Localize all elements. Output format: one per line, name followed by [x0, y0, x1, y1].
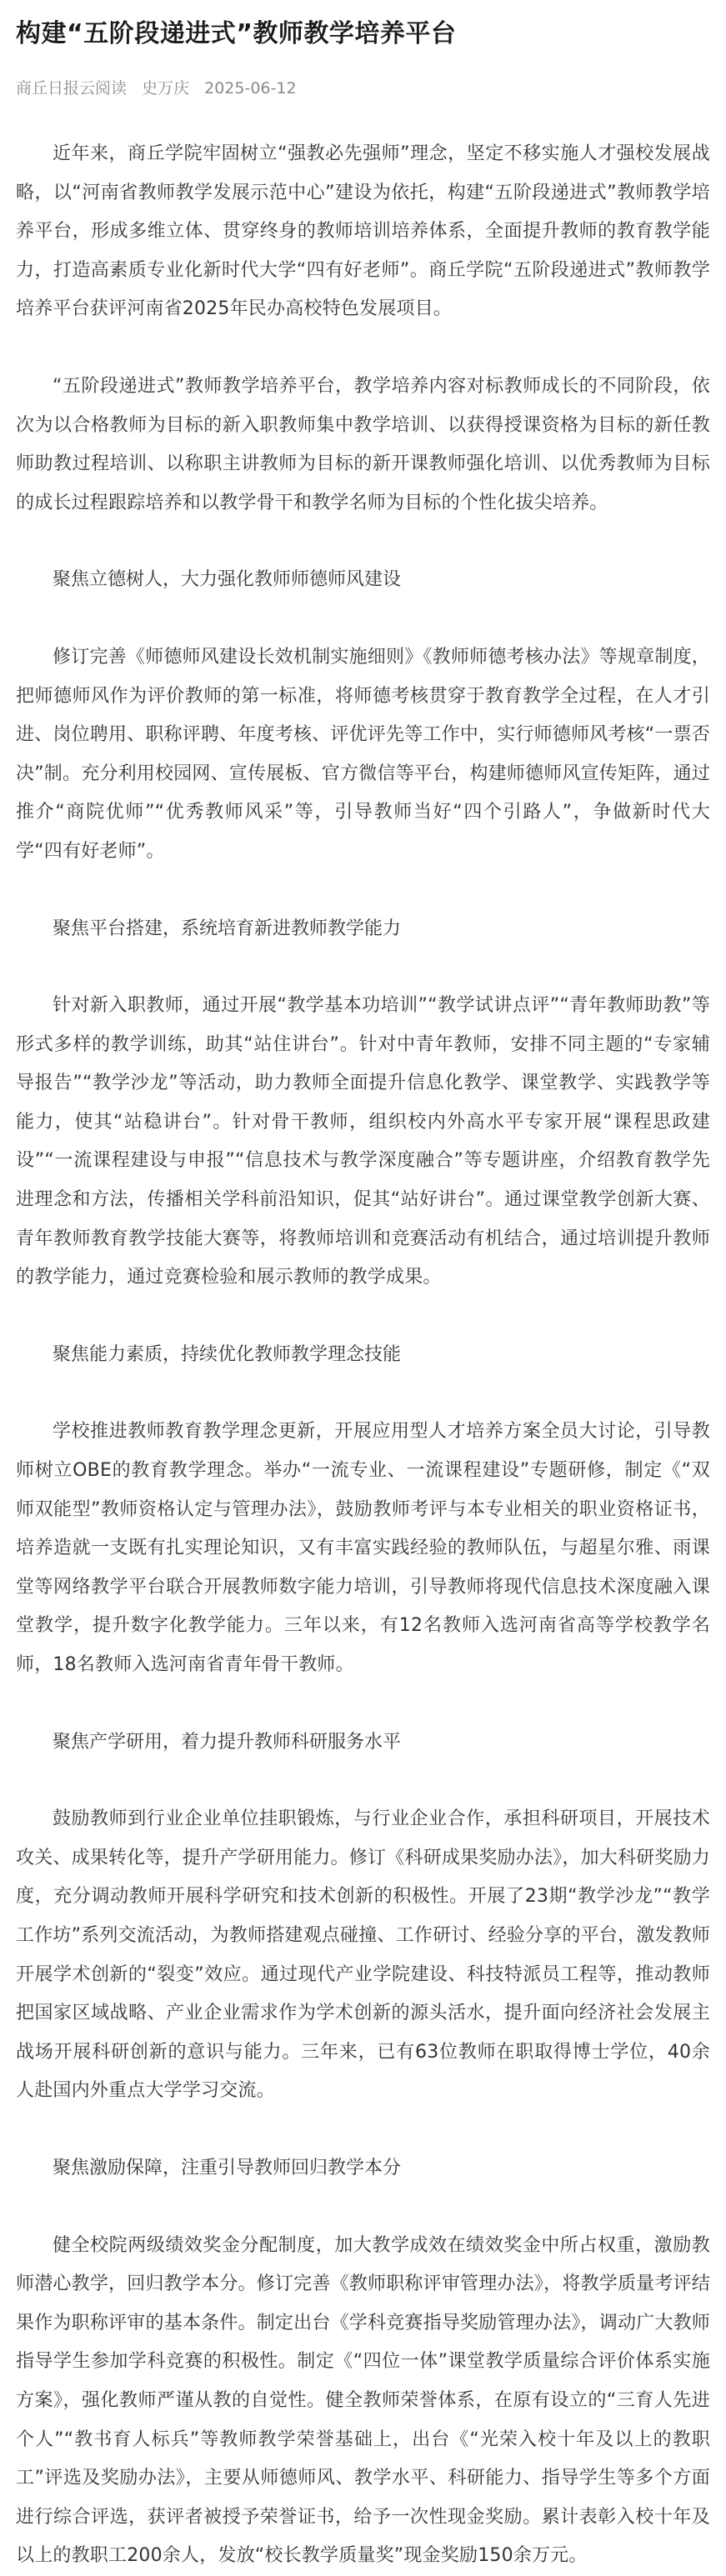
article-source: 商丘日报云阅读: [16, 79, 128, 98]
section-heading-ethics: 聚焦立德树人，大力强化教师师德师风建设: [53, 569, 402, 591]
article-author: 史万庆: [142, 79, 190, 98]
article-meta: [16, 77, 710, 100]
paragraph-platform: 针对新入职教师，通过开展“教学基本功培训”“教学试讲点评”“青年教师助教”等形式多样的教学训练，助其“站住讲台”。针对中青年教师，安排不同主题的“专家辅导报告”“教学沙龙”等活动，助力教师全面提升信息化教学、课堂教学、实践教学等能力，使其“站稳讲台”。针对骨干教师，组织校内外高水平专家开展“课程思政建设”“一流课程建设与申报”“信息技术与教学深度融合”等专题讲座，介绍教育教学先进理念和方法，传播相关学科前沿知识，促其“站好讲台”。通过课堂教学创新大赛、青年教师教育教学技能大赛等，将教师培训和竞赛活动有机结合，通过培训提升教师的教学能力，通过竞赛检验和展示教师的教学成果。: [16, 995, 710, 1288]
section-heading-incentive: 聚焦激励保障，注重引导教师回归教学本分: [53, 2157, 402, 2178]
section-heading-platform: 聚焦平台搭建，系统培育新进教师教学能力: [53, 918, 402, 939]
article-title: 构建“五阶段递进式”教师教学培养平台: [16, 19, 457, 48]
section-heading-research: 聚焦产学研用，着力提升教师科研服务水平: [53, 1731, 402, 1753]
paragraph-incentive: 健全校院两级绩效奖金分配制度，加大教学成效在绩效奖金中所占权重，激励教师潜心教学，回归教学本分。修订完善《教师职称评审管理办法》，将教学质量考评结果作为职称评审的基本条件。制定出台《学科竞赛指导奖励管理办法》，调动广大教师指导学生参加学科竞赛的积极性。制定《“四位一体”课堂教学质量综合评价体系实施方案》，强化教师严谨从教的自觉性。健全教师荣誉体系，在原有设立的“三育人先进个人”“教书育人标兵”等教师教学荣誉基础上，出台《“光荣入校十年及以上的教职工”评选及奖励办法》，主要从师德师风、教学水平、科研能力、指导学生等多个方面进行综合评选，获评者被授予荣誉证书，给予一次性现金奖励。累计表彰入校十年及以上的教职工200余人，发放“校长教学质量奖”现金奖励150余万元。: [16, 2234, 710, 2567]
paragraph-research: 鼓励教师到行业企业单位挂职锻炼，与行业企业合作，承担科研项目，开展技术攻关、成果转化等，提升产学研用能力。修订《科研成果奖励办法》，加大科研奖励力度，充分调动教师开展科学研究和技术创新的积极性。开展了23期“教学沙龙”“教学工作坊”系列交流活动，为教师搭建观点碰撞、工作研讨、经验分享的平台，激发教师开展学术创新的“裂变”效应。通过现代产业学院建设、科技特派员工程等，推动教师把国家区域战略、产业企业需求作为学术创新的源头活水，提升面向经济社会发展主战场开展科研创新的意识与能力。三年来，已有63位教师在职取得博士学位，40余人赴国内外重点大学学习交流。: [16, 1808, 711, 2102]
paragraph-intro: 近年来，商丘学院牢固树立“强教必先强师”理念，坚定不移实施人才强校发展战略，以“河南省教师教学发展示范中心”建设为依托，构建“五阶段递进式”教师教学培养平台，形成多维立体、贯穿终身的教师培训培养体系，全面提升教师的教育教学能力，打造高素质专业化新时代大学“四有好老师”。商丘学院“五阶段递进式”教师教学培养平台获评河南省2025年民办高校特色发展项目。: [16, 143, 710, 320]
paragraph-platform-stages: “五阶段递进式”教师教学培养平台，教学培养内容对标教师成长的不同阶段，依次为以合格教师为目标的新入职教师集中教学培训、以获得授课资格为目标的新任教师助教过程培训、以称职主讲教师为目标的新开课教师强化培训、以优秀教师为目标的成长过程跟踪培养和以教学骨干和教学名师为目标的个性化拔尖培养。: [16, 375, 710, 513]
paragraph-ethics: 修订完善《师德师风建设长效机制实施细则》《教师师德考核办法》等规章制度，把师德师风作为评价教师的第一标准，将师德考核贯穿于教育教学全过程，在人才引进、岗位聘用、职称评聘、年度考核、评优评先等工作中，实行师德师风考核“一票否决”制。充分利用校园网、宣传展板、官方微信等平台，构建师德师风宣传矩阵，通过推介“商院优师”“优秀教师风采”等，引导教师当好“四个引路人”，争做新时代大学“四有好老师”。: [16, 646, 711, 862]
article-body: [16, 135, 710, 2576]
section-heading-ability: 聚焦能力素质，持续优化教师教学理念技能: [53, 1343, 402, 1365]
paragraph-ability: 学校推进教师教育教学理念更新，开展应用型人才培养方案全员大讨论，引导教师树立OBE的教育教学理念。举办“一流专业、一流课程建设”专题研修，制定《“双师双能型”教师资格认定与管理办法》，鼓励教师考评与本专业相关的职业资格证书，培养造就一支既有扎实理论知识，又有丰富实践经验的教师队伍，与超星尔雅、雨课堂等网络教学平台联合开展教师数字能力培训，引导教师将现代信息技术深度融入课堂教学，提升数字化教学能力。三年以来，有12名教师入选河南省高等学校教学名师，18名教师入选河南省青年骨干教师。: [16, 1421, 710, 1675]
article-date: 2025-06-12: [204, 79, 297, 98]
